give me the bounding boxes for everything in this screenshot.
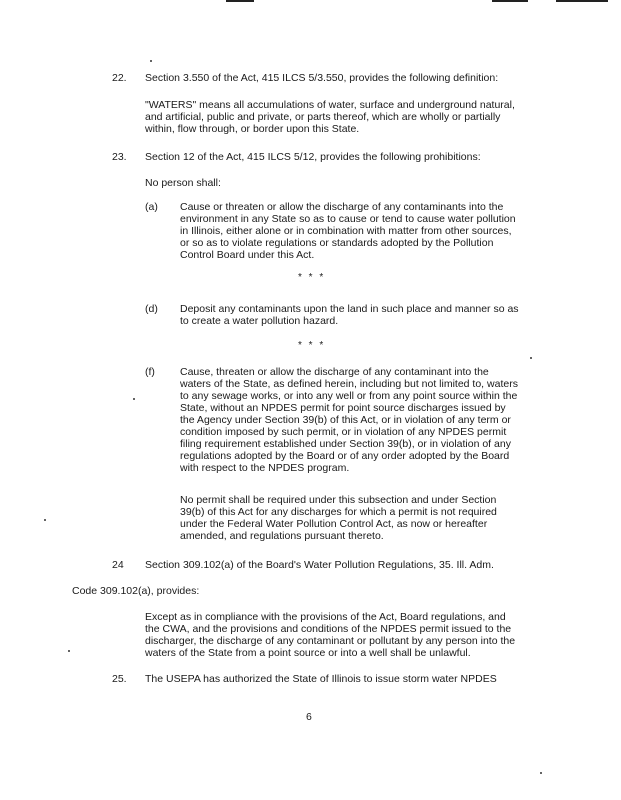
item-24-text: Section 309.102(a) of the Board's Water Pollution Regulations, 35. Ill. Adm. <box>145 559 494 571</box>
scan-speck <box>133 398 135 400</box>
clause-d-label: (d) <box>145 303 158 315</box>
item-23-number: 23. <box>112 151 127 163</box>
omission-marker: * * * <box>298 340 326 351</box>
scan-artifact <box>492 0 528 2</box>
item-22-number: 22. <box>112 72 127 84</box>
scan-speck <box>44 519 46 521</box>
clause-a-label: (a) <box>145 201 158 213</box>
scan-speck <box>68 650 70 652</box>
scan-speck <box>150 60 152 62</box>
waters-definition: "WATERS" means all accumulations of water, surface and underground natural, and artificial, public and private, or parts thereof, which are wholly or partially within, flow through, or border upon this State. <box>145 99 515 135</box>
item-23-text: Section 12 of the Act, 415 ILCS 5/12, provides the following prohibitions: <box>145 151 481 163</box>
scan-speck <box>530 357 532 359</box>
clause-d-text: Deposit any contaminants upon the land in such place and manner so as to create a water pollution hazard. <box>180 303 519 327</box>
clause-a-text: Cause or threaten or allow the discharge of any contaminants into the environment in any State so as to cause or tend to cause water pollution in Illinois, either alone or in combination with matter from other sources, or so as to violate regulations or standards adopted by the Pollution Control Board under this Act. <box>180 201 516 261</box>
clause-f-label: (f) <box>145 366 155 378</box>
scan-artifact <box>226 0 254 2</box>
item-23-intro: No person shall: <box>145 177 221 189</box>
item-25-text: The USEPA has authorized the State of Illinois to issue storm water NPDES <box>145 673 497 685</box>
item-22-text: Section 3.550 of the Act, 415 ILCS 5/3.550, provides the following definition: <box>145 72 499 84</box>
page-number: 6 <box>306 711 312 723</box>
regulation-quote: Except as in compliance with the provisions of the Act, Board regulations, and the CWA, and the provisions and conditions of the NPDES permit issued to the discharger, the discharge of any contaminant or pollutant by any person into the waters of the State from a point source or into a well shall be unlawful. <box>145 611 516 659</box>
item-25-number: 25. <box>112 673 127 685</box>
item-24-number: 24 <box>112 559 124 571</box>
omission-marker: * * * <box>298 272 326 283</box>
clause-f-proviso: No permit shall be required under this subsection and under Section 39(b) of this Act for any discharges for which a permit is not required under the Federal Water Pollution Control Act, as now or hereafter amended, and regulations pursuant thereto. <box>180 494 497 542</box>
scan-artifact <box>556 0 608 2</box>
item-24-continuation: Code 309.102(a), provides: <box>72 585 200 597</box>
clause-f-text: Cause, threaten or allow the discharge of any contaminant into the waters of the State, as defined herein, including but not limited to, waters to any sewage works, or into any well or from any point source within the State, without an NPDES permit for point source discharges issued by the Agency under Section 39(b) of this Act, or in violation of any term or condition imposed by such permit, or in violation of any NPDES permit filing requirement established under Section 39(b), or in violation of any regulations adopted by the Board or of any order adopted by the Board with respect to the NPDES program. <box>180 366 518 474</box>
scan-speck <box>540 772 542 774</box>
